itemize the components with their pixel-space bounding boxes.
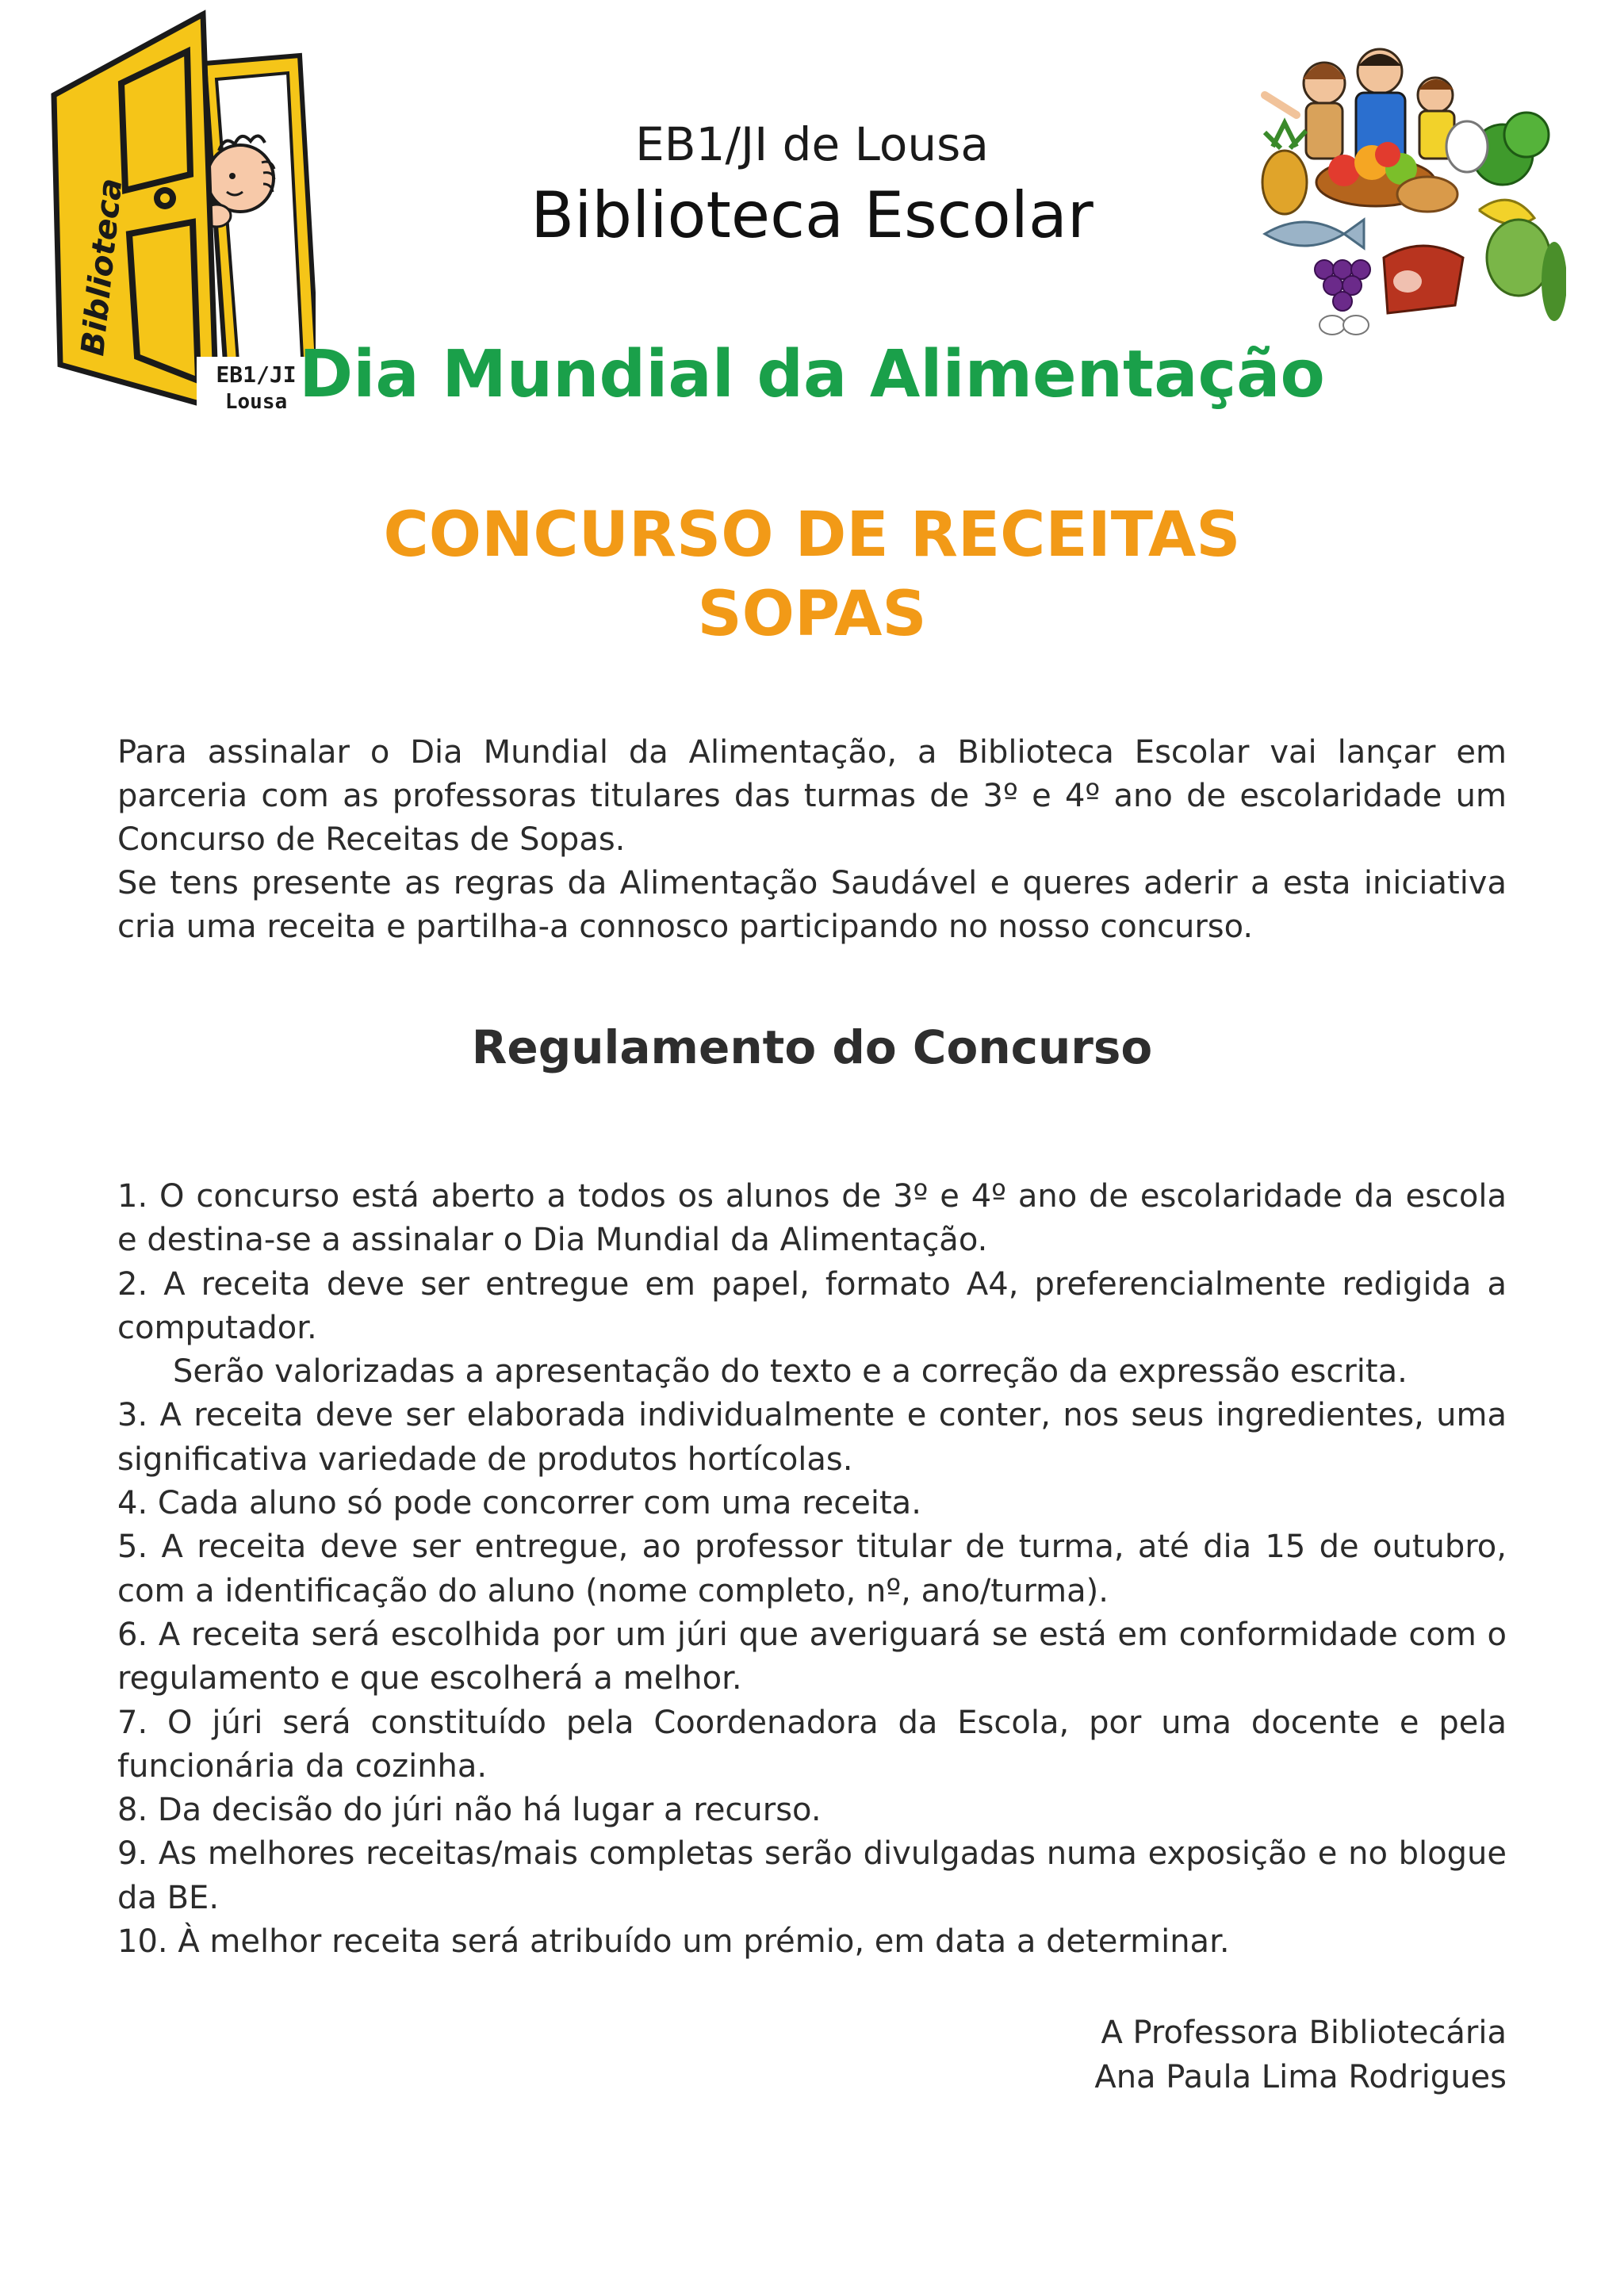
signature-name: Ana Paula Lima Rodrigues [1094, 2059, 1507, 2095]
logo-label-town: Lousa [224, 390, 288, 414]
intro-section [117, 731, 1507, 949]
rule-item: 3. A receita deve ser elaborada individualmente e conter, nos seus ingredientes, uma significativa variedade de produtos hortícolas. [117, 1397, 1507, 1478]
page-title: Dia Mundial da Alimentação [299, 337, 1325, 412]
rule-item-note: Serão valorizadas a apresentação do texto e a correção da expressão escrita. [173, 1353, 1408, 1391]
contest-title-line1: CONCURSO DE RECEITAS [383, 499, 1241, 571]
rule-item: 5. A receita deve ser entregue, ao professor titular de turma, até dia 15 de outubro, com a identificação do aluno (nome completo, nº, ano/turma). [117, 1529, 1507, 1609]
rules-list [117, 1175, 1507, 1964]
rule-item: 2. A receita deve ser entregue em papel, formato A4, preferencialmente redigida a computador. [117, 1265, 1507, 1346]
rule-item: 4. Cada aluno só pode concorrer com uma receita. [117, 1485, 921, 1522]
rule-item: 9. As melhores receitas/mais completas serão divulgadas numa exposição e no blogue da BE. [117, 1835, 1507, 1916]
intro-paragraph: Para assinalar o Dia Mundial da Alimentação, a Biblioteca Escolar vai lançar em parceria com as professoras titulares das turmas de 3º e 4º ano de escolaridade um Concurso de Receitas de Sopas. [117, 734, 1507, 858]
rules-heading: Regulamento do Concurso [471, 1020, 1153, 1074]
logo-label-school: EB1/JI [216, 362, 297, 388]
logo-door-text: Biblioteca [75, 176, 130, 358]
intro-paragraph: Se tens presente as regras da Alimentação Saudável e queres aderir a esta iniciativa cria uma receita e partilha-a connosco participando no nosso concurso. [117, 865, 1507, 945]
rule-item: 8. Da decisão do júri não há lugar a recurso. [117, 1792, 822, 1829]
rule-item: 10. À melhor receita será atribuído um prémio, em data a determinar. [117, 1923, 1230, 1961]
school-name: EB1/JI de Lousa [635, 117, 989, 171]
contest-title [0, 496, 1624, 654]
signature-block [1094, 2011, 1507, 2099]
contest-title-line2: SOPAS [697, 579, 927, 650]
signature-role: A Professora Bibliotecária [1101, 2015, 1507, 2051]
library-title: Biblioteca Escolar [530, 178, 1094, 252]
rule-item: 6. A receita será escolhida por um júri que averiguará se está em conformidade com o regulamento e que escolherá a melhor. [117, 1616, 1507, 1697]
rule-item: 7. O júri será constituído pela Coordenadora da Escola, por uma docente e pela funcionária da cozinha. [117, 1704, 1507, 1785]
rule-item: 1. O concurso está aberto a todos os alunos de 3º e 4º ano de escolaridade da escola e destina-se a assinalar o Dia Mundial da Alimentação. [117, 1178, 1507, 1259]
